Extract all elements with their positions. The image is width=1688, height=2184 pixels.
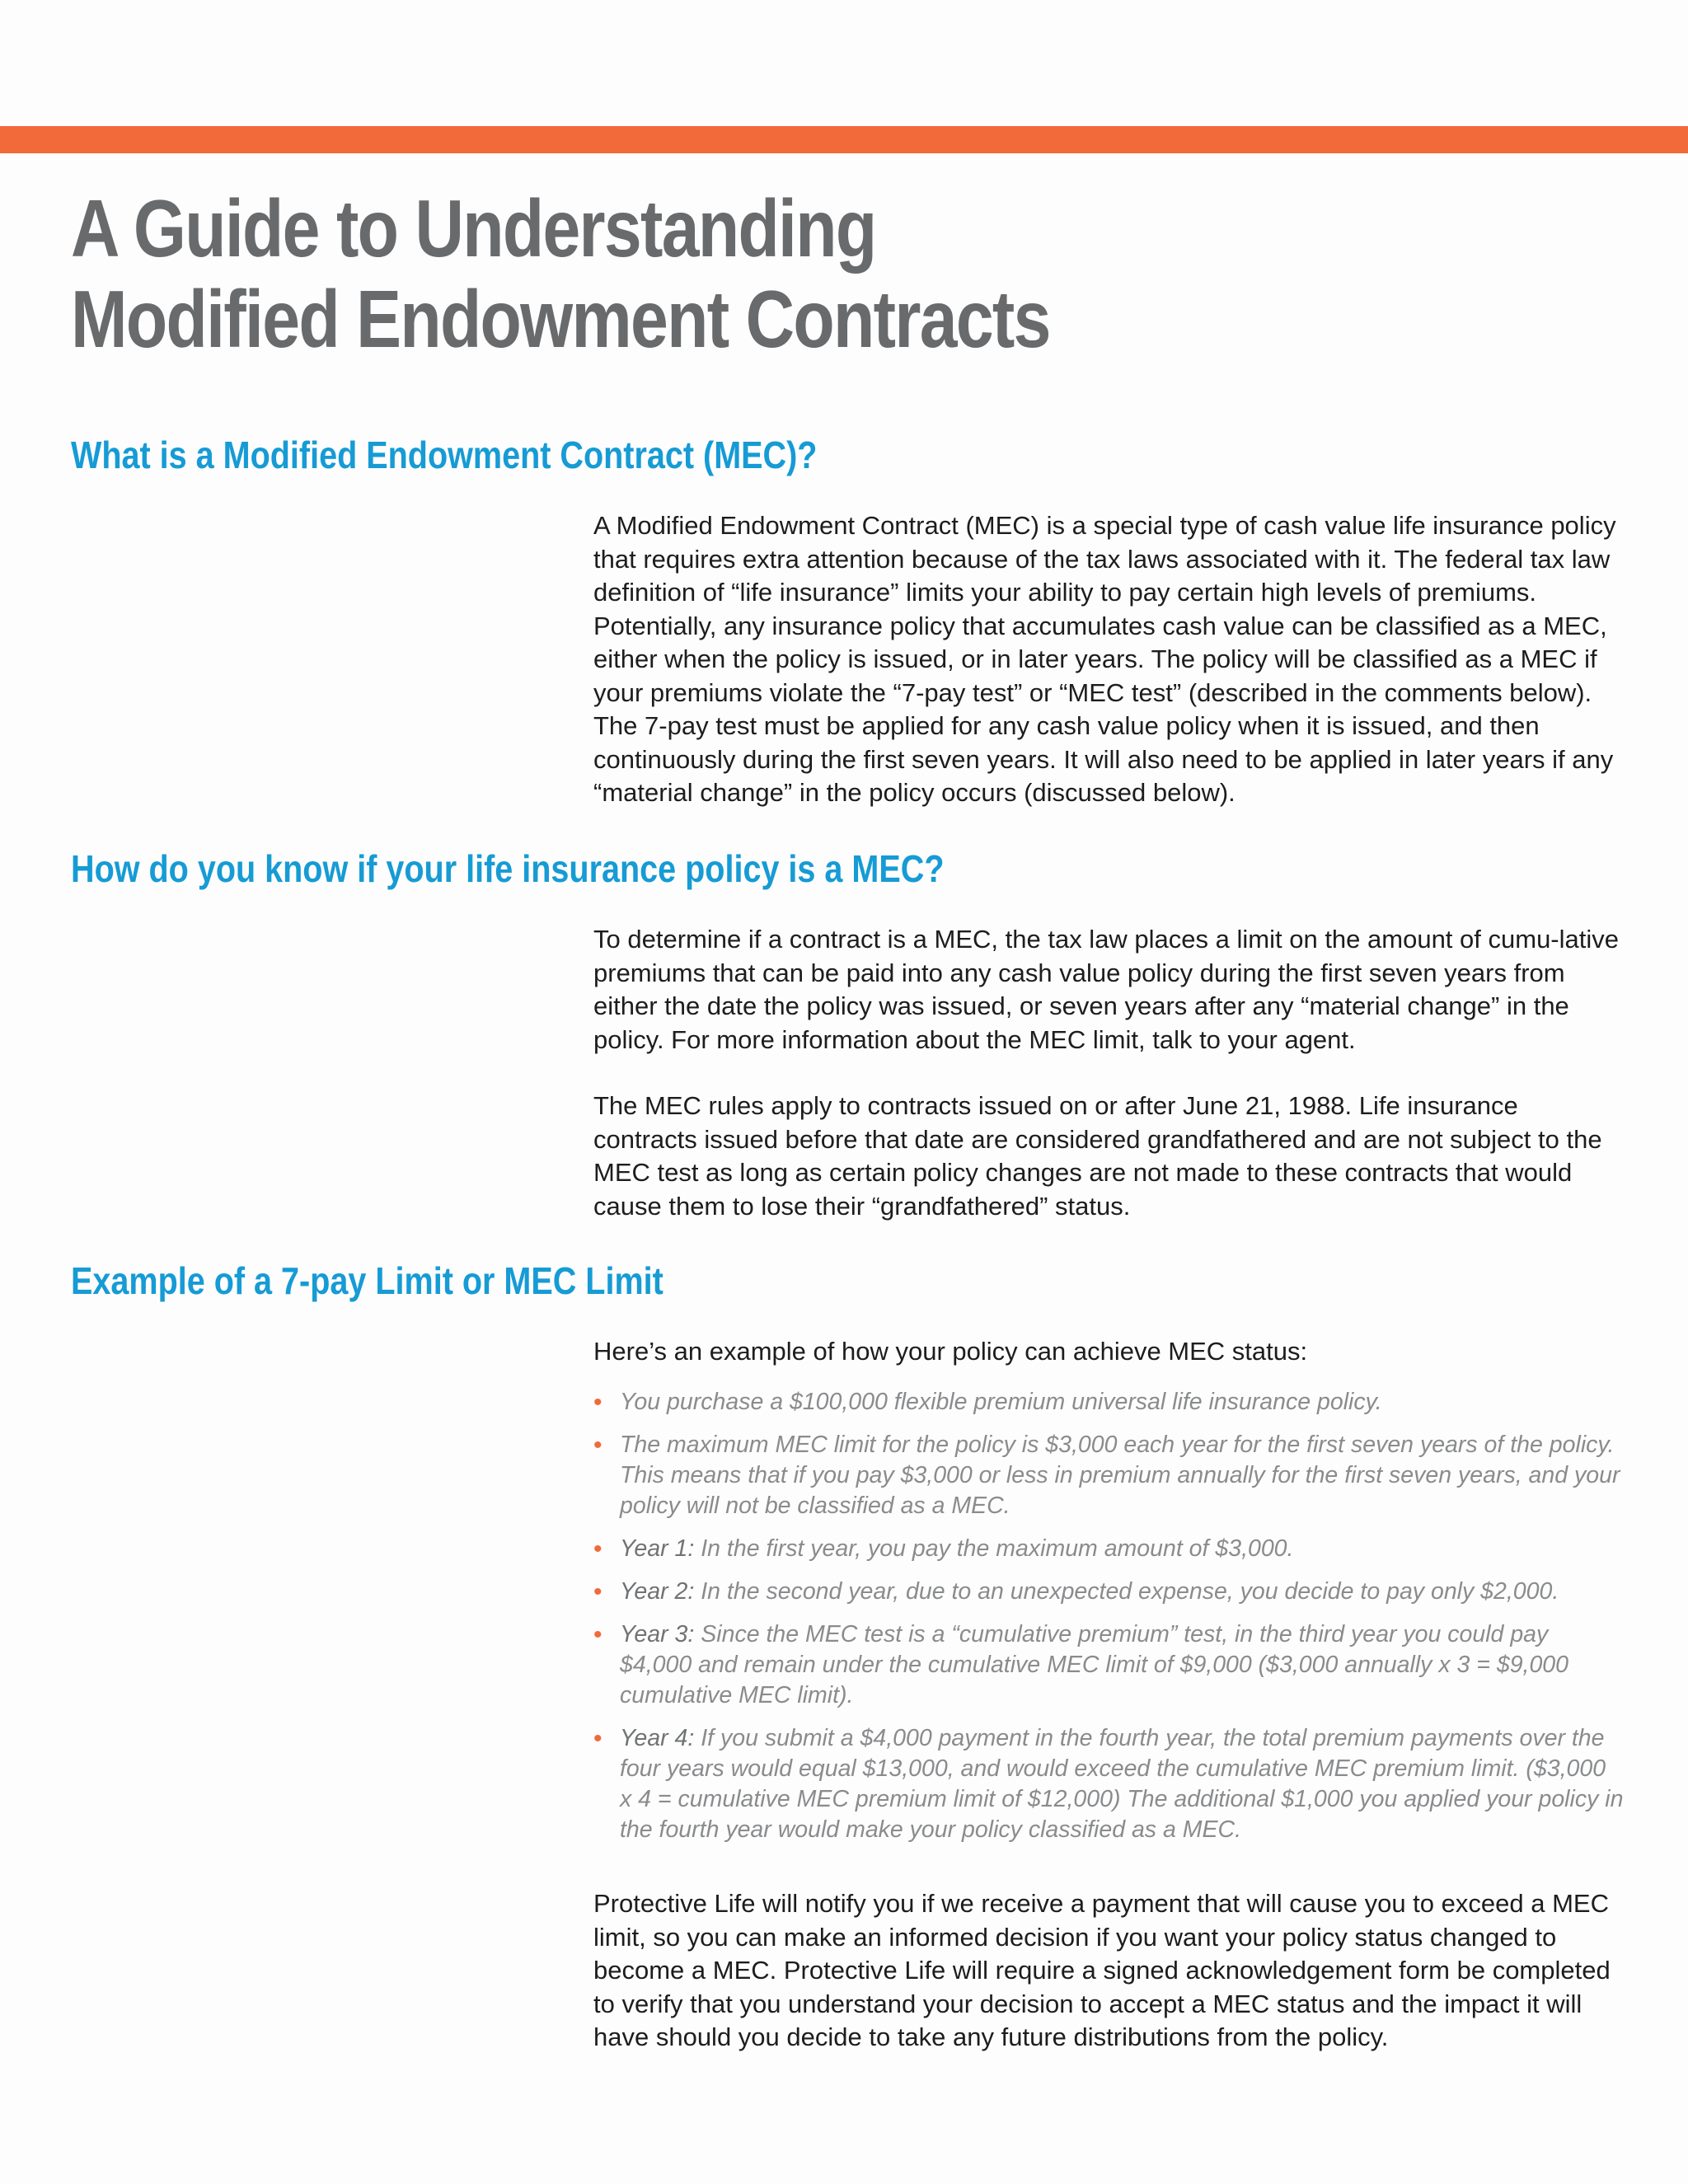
bullet-dot-icon: • (593, 1621, 603, 1648)
paragraph-what-is-mec: A Modified Endowment Contract (MEC) is a special type of cash value life insurance policy that requires extra attention because of the tax laws associated with it. The federal tax law definition of “life insurance” limits your ability to pay certain high levels of premiums. Potentially, any insurance policy that accumulates cash value can be classified as a MEC, either when the policy is issued, or in later years. The policy will be classified as a MEC if your premiums violate the “7-pay test” or “MEC test” (described in the comments below). The 7-pay test must be applied for any cash value policy when it is issued, and then continuously during the first seven years. It will also need to be applied in later years if any “material change” in the policy occurs (discussed below). (593, 511, 1616, 807)
bullet-text: In the second year, due to an unexpected expense, you decide to pay only $2,000. (694, 1578, 1559, 1605)
bullet-text: The maximum MEC limit for the policy is $3,000 each year for the first seven years of the policy. This means that if you pay $3,000 or less in premium annually for the first seven years, and your policy will not be classified as a MEC. (620, 1432, 1620, 1519)
bullet-dot-icon: • (593, 1535, 603, 1563)
bullet-dot-icon: • (593, 1389, 603, 1416)
bullet-text: If you submit a $4,000 payment in the fourth year, the total premium payments over the four years would equal $13,000, and would exceed the cumulative MEC premium limit. ($3,000 x 4 = cumulative MEC premium limit of $12,000) The additional $1,000 you applied your policy in the fourth year would make your policy classified as a MEC. (620, 1725, 1624, 1843)
list-item (593, 1723, 1624, 1845)
bullet-dot-icon: • (593, 1578, 603, 1605)
section-heading-example: Example of a 7-pay Limit or MEC Limit (71, 1259, 663, 1302)
paragraph-example-intro: Here’s an example of how your policy can achieve MEC status: (593, 1337, 1308, 1366)
list-item (593, 1534, 1624, 1564)
bullet-text: Since the MEC test is a “cumulative premium” test, in the third year you could pay $4,000 and remain under the cumulative MEC limit of $9,000 ($3,000 annually x 3 = $9,000 cumulative MEC limit). (620, 1621, 1569, 1708)
example-bullet-list (593, 1387, 1624, 1845)
bullet-dot-icon: • (593, 1432, 603, 1459)
bullet-text: In the first year, you pay the maximum amount of $3,000. (694, 1535, 1294, 1562)
bullet-year-label: Year 1: (620, 1535, 695, 1562)
paragraph-closing-notice: Protective Life will notify you if we receive a payment that will cause you to exceed a MEC limit, so you can make an informed decision if you want your policy status changed to become a MEC. Protective Life will require a signed acknowledgement form be completed to verify that you understand your decision to accept a MEC status and the impact it will have should you decide to take any future distributions from the policy. (593, 1889, 1611, 2051)
paragraph-mec-rules: The MEC rules apply to contracts issued on or after June 21, 1988. Life insurance contracts issued before that date are considered grandfathered and are not subject to the MEC test as long as certain policy changes are not made to these contracts that would cause them to lose their “grandfathered” status. (593, 1091, 1602, 1221)
bullet-dot-icon: • (593, 1725, 603, 1752)
section-heading-how-to-know: How do you know if your life insurance policy is a MEC? (71, 847, 945, 890)
header-accent-bar (0, 126, 1688, 153)
paragraph-mec-limit: To determine if a contract is a MEC, the tax law places a limit on the amount of cumu-lative premiums that can be paid into any cash value policy during the first seven years from either the date the policy was issued, or seven years after any “material change” in the policy. For more information about the MEC limit, talk to your agent. (593, 925, 1619, 1054)
bullet-year-label: Year 3: (620, 1621, 695, 1647)
page-title (71, 183, 1050, 364)
page-title-line-2: Modified Endowment Contracts (71, 274, 1050, 364)
list-item (593, 1619, 1624, 1711)
page-title-line-1: A Guide to Understanding (71, 183, 876, 274)
bullet-year-label: Year 2: (620, 1578, 695, 1605)
list-item (593, 1577, 1624, 1607)
bullet-text: You purchase a $100,000 flexible premium universal life insurance policy. (620, 1389, 1382, 1415)
bullet-year-label: Year 4: (620, 1725, 695, 1751)
list-item (593, 1387, 1624, 1418)
list-item (593, 1430, 1624, 1521)
section-heading-what-is-mec: What is a Modified Endowment Contract (MEC)? (71, 434, 818, 476)
